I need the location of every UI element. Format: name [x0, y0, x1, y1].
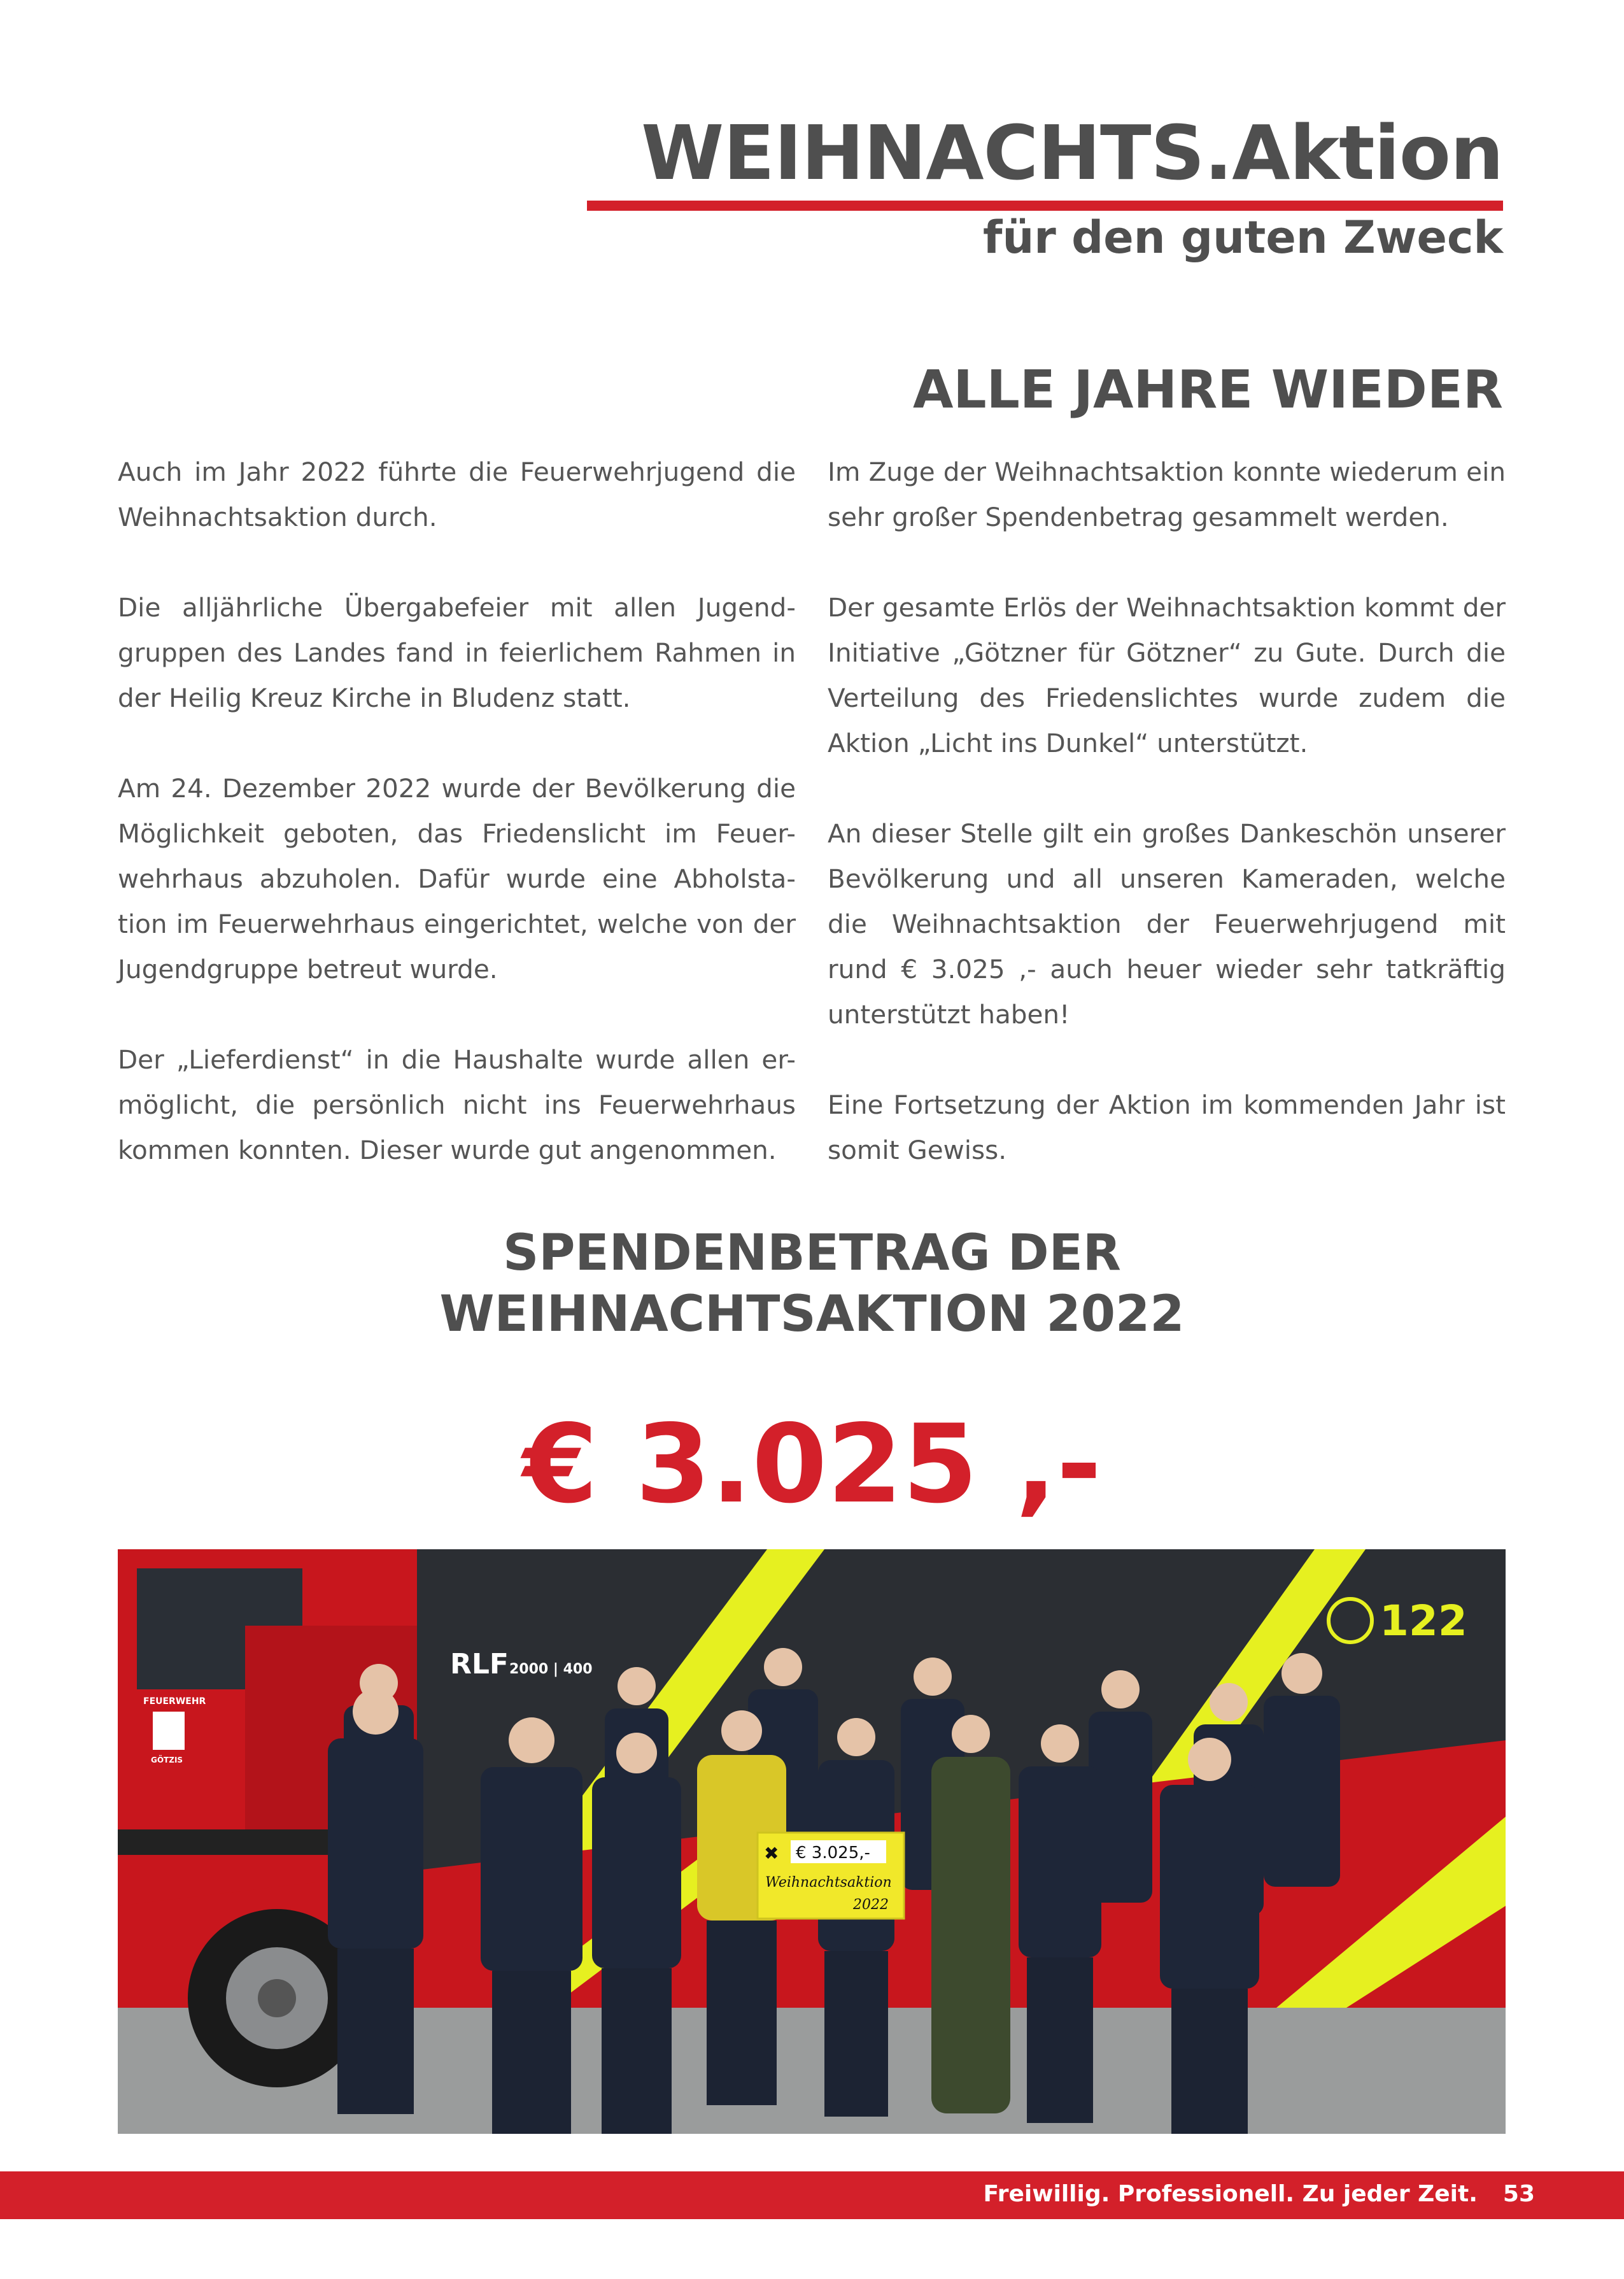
- person: [931, 1715, 1010, 2113]
- check-year: 2022: [853, 1897, 889, 1913]
- donation-heading-line-2: WEIHNACHTSAKTION 2022: [439, 1286, 1185, 1343]
- footer-slogan: Freiwillig. Professionell. Zu jeder Zeit.: [983, 2181, 1478, 2207]
- person: [328, 1689, 423, 2114]
- donation-heading-line-1: SPENDENBETRAG DER: [503, 1225, 1121, 1282]
- person: [592, 1733, 681, 2134]
- right-paragraph-3: An dieser Stelle gilt ein großes Dankeschön unserer Bevölkerung und all unseren Kameraden, welche die Weihnachtsaktion der Feuerwehrjugend mit rund € 3.025 ,- auch heuer wieder sehr tatkräftig unterstützt haben!: [828, 818, 1506, 1030]
- right-paragraph-1: Im Zuge der Weihnachtsaktion konnte wiederum ein sehr großer Spendenbetrag gesammelt werden.: [828, 457, 1506, 532]
- page-number: 53: [1502, 2181, 1535, 2207]
- donation-amount: € 3.025 ,-: [522, 1402, 1102, 1528]
- check-line: Weihnachtsaktion: [765, 1875, 892, 1891]
- door-sublabel: GÖTZIS: [151, 1756, 183, 1764]
- truck-sublabel: 2000 | 400: [509, 1661, 593, 1677]
- left-paragraph-4: Der „Lieferdienst“ in die Haushalte wurde allen er-möglicht, die persönlich nicht ins Feuerwehrhaus kommen konnten. Dieser wurde gut angenommen.: [118, 1044, 796, 1165]
- person: [481, 1717, 583, 2134]
- truck-label: RLF: [450, 1648, 509, 1680]
- person: [1160, 1738, 1259, 2134]
- left-paragraph-3: Am 24. Dezember 2022 wurde der Bevölkerung die Möglichkeit geboten, das Friedenslicht im Feuer-wehrhaus abzuholen. Dafür wurde eine Abholsta-tion im Feuerwehrhaus eingerichtet, welche von der Jugendgruppe betreut wurde.: [118, 773, 796, 984]
- group-photo-illustration: [118, 1549, 1506, 2134]
- section-heading: ALLE JAHRE WIEDER: [912, 360, 1503, 420]
- left-paragraph-2: Die alljährliche Übergabefeier mit allen Jugend-gruppen des Landes fand in feierlichem Rahmen in der Heilig Kreuz Kirche in Bludenz statt.: [118, 592, 796, 713]
- title-underline: [587, 201, 1503, 211]
- footer: [983, 2176, 1535, 2212]
- right-paragraph-2: Der gesamte Erlös der Weihnachtsaktion kommt der Initiative „Götzner für Götzner“ zu Gute. Durch die Verteilung des Friedenslichtes wurde zudem die Aktion „Licht ins Dunkel“ unterstützt.: [828, 592, 1506, 758]
- group-photo: [118, 1549, 1506, 2134]
- donation-heading: [0, 1223, 1624, 1345]
- page-subtitle: für den guten Zweck: [983, 211, 1503, 264]
- page-title: WEIHNACHTS.Aktion: [641, 109, 1503, 197]
- donation-check: [758, 1833, 904, 1919]
- right-paragraph-4: Eine Fortsetzung der Aktion im kommenden Jahr ist somit Gewiss.: [828, 1090, 1506, 1165]
- left-column: [118, 450, 796, 1218]
- emergency-number: 122: [1380, 1596, 1467, 1645]
- bank-logo-icon: ✖: [764, 1843, 779, 1864]
- left-paragraph-1: Auch im Jahr 2022 führte die Feuerwehrjugend die Weihnachtsaktion durch.: [118, 457, 796, 532]
- door-crest-icon: [153, 1712, 185, 1750]
- person: [1019, 1724, 1101, 2123]
- right-column: [828, 450, 1506, 1218]
- page-header: [641, 108, 1503, 197]
- check-amount: € 3.025,-: [796, 1843, 870, 1863]
- door-label: FEUERWEHR: [143, 1696, 206, 1707]
